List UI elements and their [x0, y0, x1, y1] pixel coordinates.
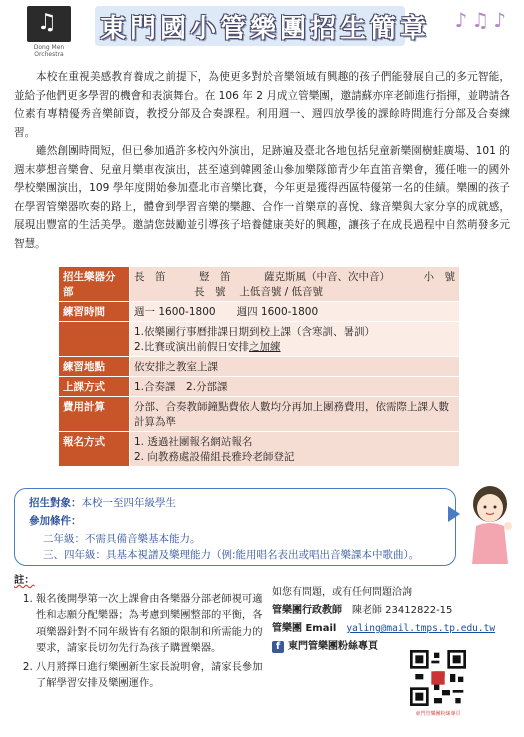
intro-paragraph-1: 本校在重視美感教育養成之前提下，為使更多對於音樂領域有興趣的孩子們能發展自己的多元智能，並給予他們更多學習的機會和表演舞台。在 106 年 2 月成立管樂團，邀請蘇亦庠老師進行指揮，並聘請各位素有專精優秀音樂師資，教授分部及合奏課程。利用週一、週四放學後的課餘時間進行分部及合奏練習。: [14, 71, 510, 139]
instrument-flute: 長 笛: [134, 271, 166, 283]
note-item-1: 1. 報名後開學第一次上課會由各樂器分部老師視可適性和志願分配樂器；為考慮到樂團整部的平衡，各項樂器針對不同年級皆有名額的限制和所需能力的要求，請家長切勿先行為孩子購置樂器。: [36, 591, 264, 657]
music-notes-decoration: ♪ ♫ ♪: [454, 8, 506, 32]
contact-section: [272, 584, 512, 656]
instruments-cell: [130, 267, 460, 302]
signup-cell: [130, 432, 460, 467]
info-table: [58, 266, 460, 467]
contact-intro: 如您有問題，或有任何問題洽詢: [272, 587, 412, 598]
header: [0, 0, 524, 56]
orchestra-logo: [27, 6, 75, 58]
facebook-icon: f: [272, 641, 284, 653]
target-line: 招生對象：本校一至四年級學生: [29, 497, 176, 509]
facebook-page-link[interactable]: f 東門管樂團粉絲專頁: [272, 638, 512, 656]
rules-item-1: 1.依樂團行事曆排課日期到校上課（含寒訓、暑訓）: [134, 326, 376, 338]
page-title: 東門國小管樂團招生簡章: [100, 14, 431, 44]
callout-tail: [448, 506, 460, 522]
fee-value: 分部、合奏教師鐘點費依人數均分再加上團務費用，依需際上課人數計算為準: [130, 397, 460, 432]
mode-value: 1.合奏課 2.分部課: [130, 377, 460, 397]
time-value: 週一 1600-1800 週四 1600-1800: [130, 302, 460, 322]
qr-label: 東門管樂團粉絲專頁: [415, 711, 461, 717]
signup-label: 報名方式: [59, 432, 130, 467]
qr-code-icon: [410, 650, 466, 706]
rules-label: [59, 322, 130, 357]
instrument-saxophone: 薩克斯風（中音、次中音）: [264, 271, 390, 283]
music-note-icon: ♫: [37, 10, 57, 35]
fee-label: 費用計算: [59, 397, 130, 432]
rules-item-2: 2.比賽或演出前假日安排之加練: [134, 341, 281, 353]
signup-item-1: 1. 透過社團報名網站報名: [134, 436, 253, 448]
note-item-2: 2. 八月將擇日進行樂團新生家長說明會，請家長參加了解學習安排及樂團運作。: [36, 659, 264, 692]
intro-paragraph-2: 雖然創團時間短，但已參加過許多校內外演出，足跡遍及臺北各地包括兒童新樂園樹蛙廣場、101 的週末夢想音樂會、兒童月樂車夜演出，甚至遠到韓國釜山參加樂隊節青少年直笛音樂會，獲任唯一的國外學校樂團演出，109 學年度開始參加臺北市音樂比賽，今年更是獲得西區特優第一名的佳績。樂團的孩子在學習管樂器吹奏的路上，體會到學習音樂的樂趣、合作一首樂章的喜悅、緣音樂與大家分享的成就感，展現出豐富的生活美學。邀請您鼓勵並引導孩子培養健康美好的興趣，讓孩子在成長過程中自然萌發多元智慧。: [14, 145, 510, 250]
instrument-trumpet: 小 號: [423, 271, 455, 283]
signup-item-2: 2. 向教務處設備組長雅玲老師登記: [134, 451, 295, 463]
instrument-trombone: 長 號: [194, 286, 226, 298]
mode-label: 上課方式: [59, 377, 130, 397]
rules-cell: [130, 322, 460, 357]
contact-admin: 管樂團行政教師 陳老師 23412822-15: [272, 605, 453, 616]
qr-code[interactable]: [410, 650, 466, 717]
eligibility-callout: [14, 488, 456, 566]
intro-text: [14, 68, 510, 253]
instrument-clarinet: 豎 笛: [199, 271, 231, 283]
notes-section: [14, 572, 264, 694]
instrument-baritone-tuba: 上低音號 / 低音號: [239, 286, 324, 298]
instruments-label: 招生樂器分部: [59, 267, 130, 302]
condition-1: 二年級：不需具備音樂基本能力。: [43, 533, 201, 545]
location-label: 練習地點: [59, 357, 130, 377]
conditions-label: 參加條件：: [29, 515, 82, 527]
notes-title: 註：: [14, 574, 35, 586]
location-value: 依安排之教室上課: [130, 357, 460, 377]
condition-2: 三、四年級：具基本視譜及樂理能力（例:能用唱名表出或唱出音樂課本中歌曲）。: [43, 549, 420, 561]
contact-email: 管樂團 Email yaling@mail.tmps.tp.edu.tw: [272, 623, 496, 634]
email-link[interactable]: yaling@mail.tmps.tp.edu.tw: [346, 623, 496, 634]
time-label: 練習時間: [59, 302, 130, 322]
logo-caption: Dong Men Orchestra: [33, 44, 65, 58]
girl-illustration: [462, 482, 518, 566]
